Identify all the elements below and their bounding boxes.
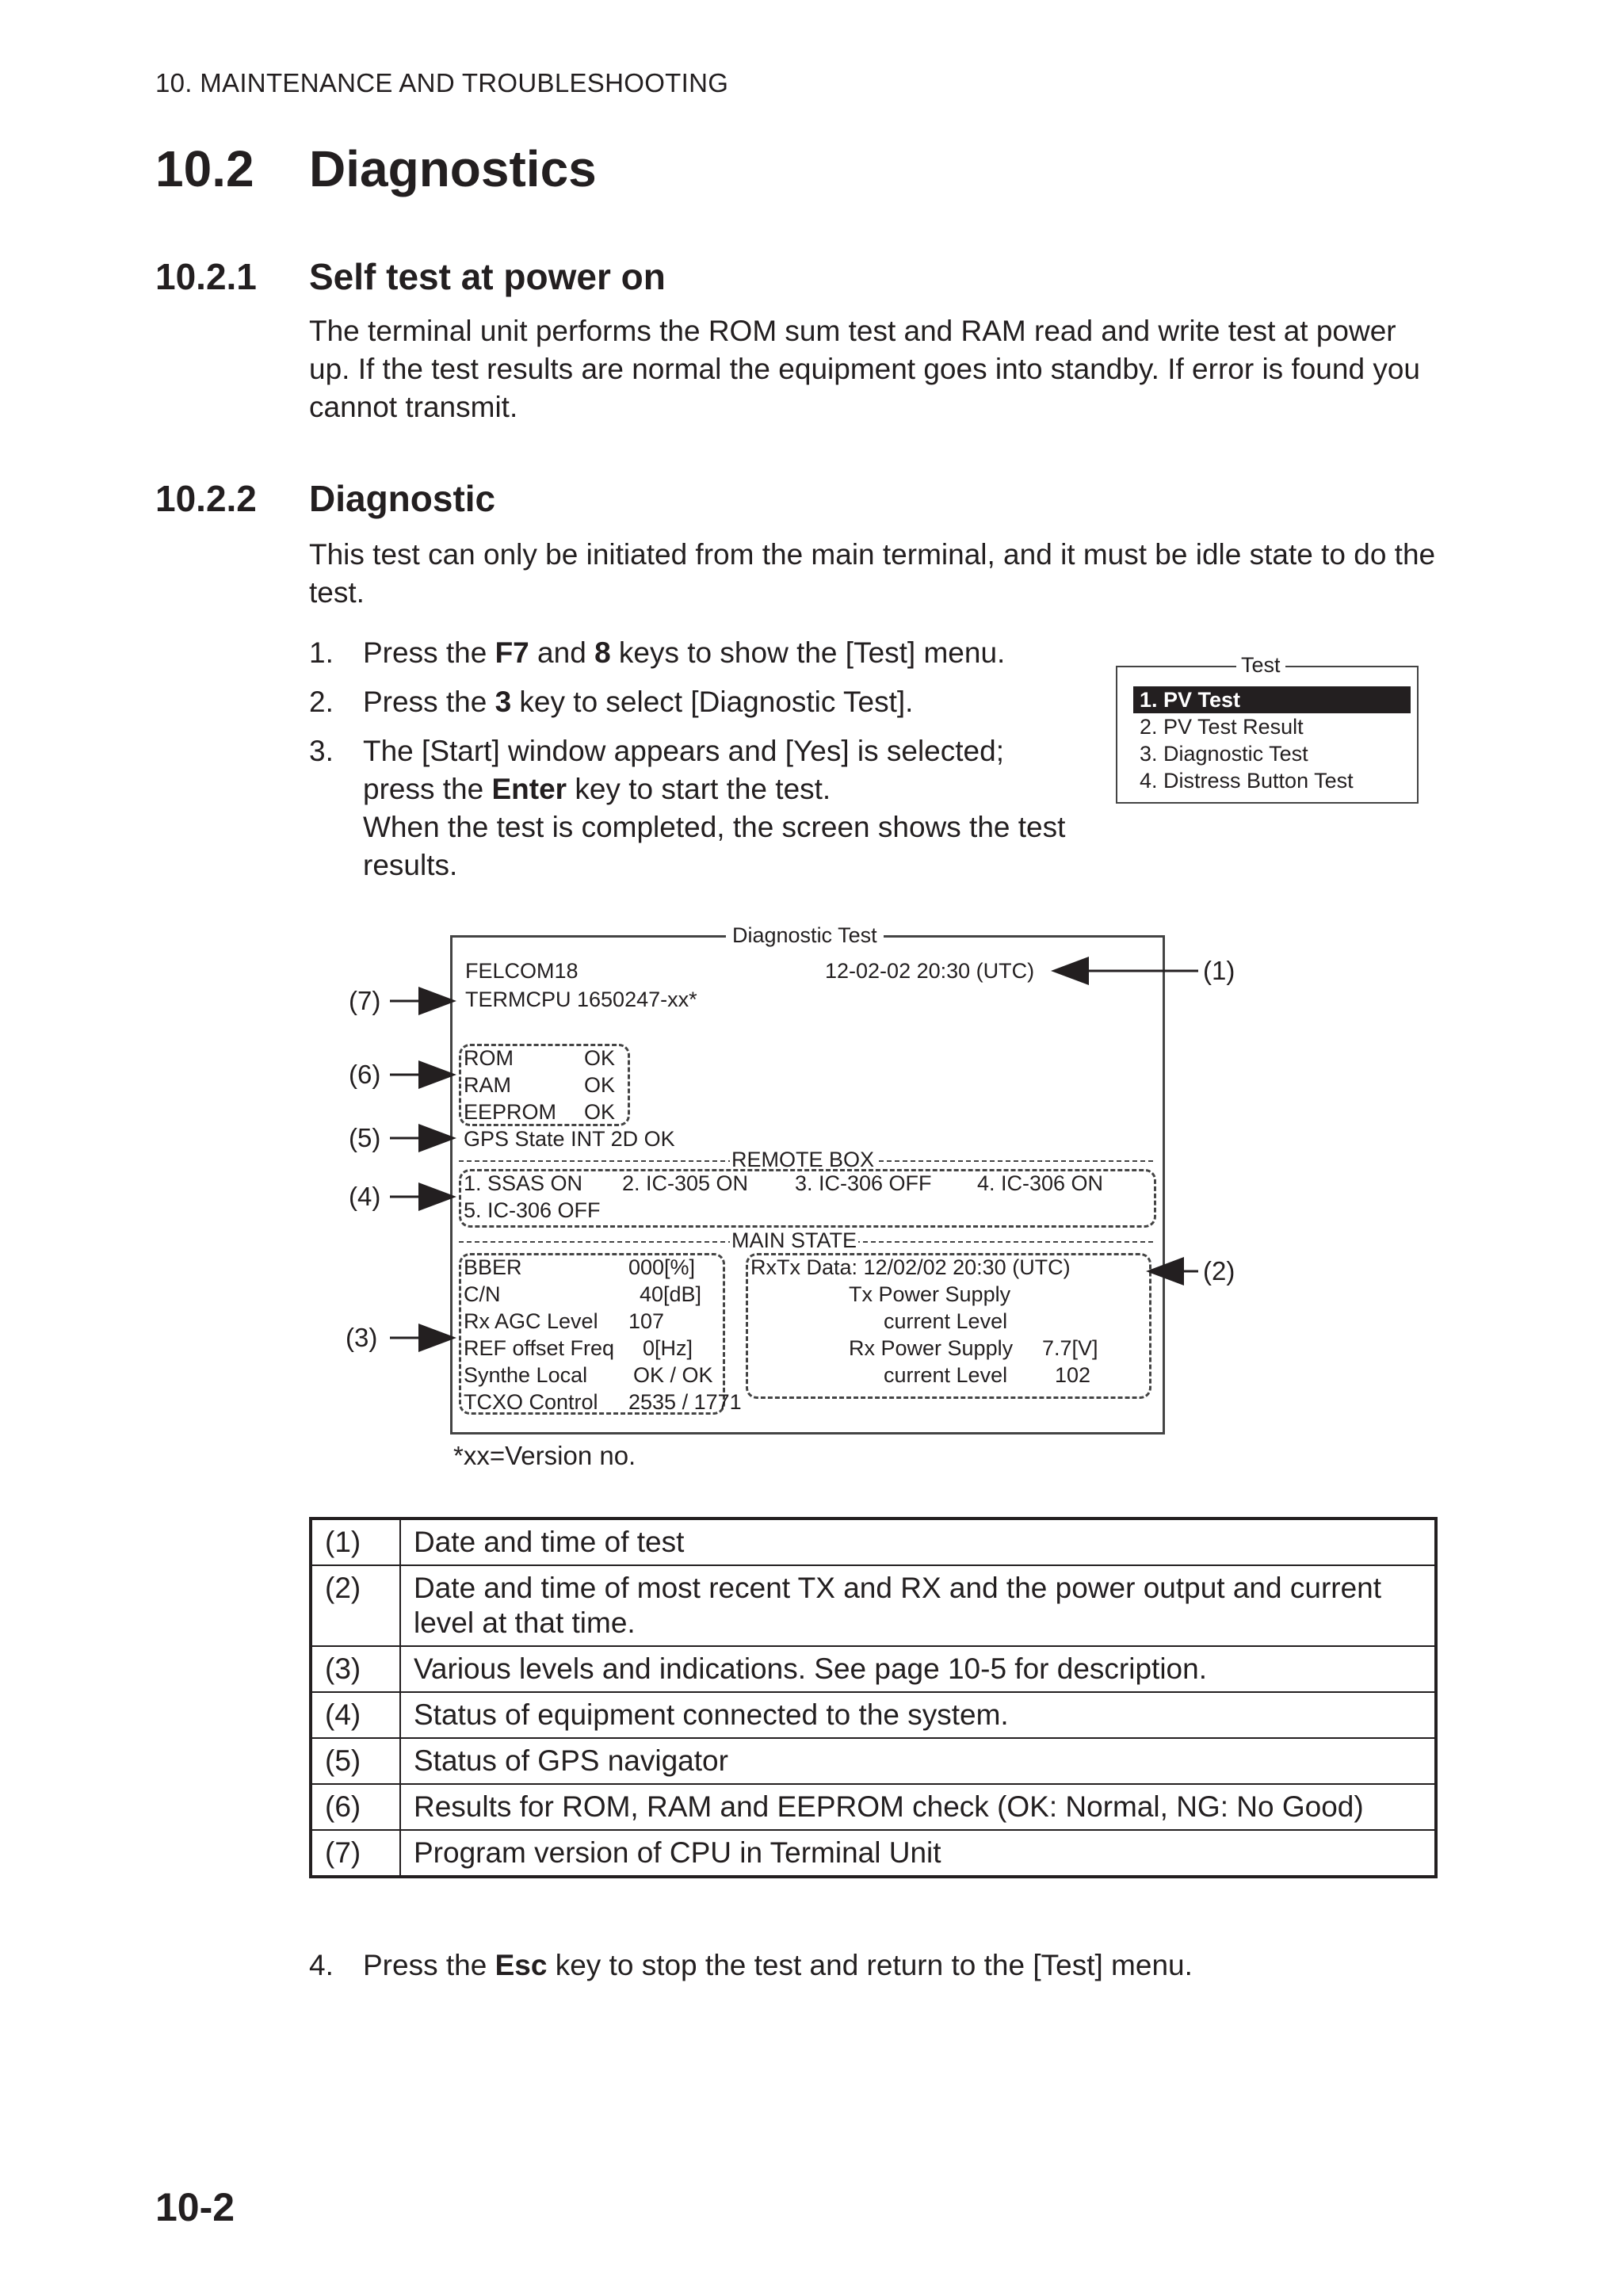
key-enter: Enter [491, 773, 567, 805]
cn-label: C/N [464, 1282, 501, 1306]
test-menu-title: Test [1236, 653, 1285, 678]
rx-agc-value: 107 [628, 1309, 665, 1333]
menu-item-distress-button-test[interactable]: 4. Distress Button Test [1140, 769, 1354, 793]
remote-item-4: 4. IC-306 ON [977, 1171, 1104, 1195]
menu-item-pv-test-result[interactable]: 2. PV Test Result [1140, 715, 1304, 739]
tcxo-value: 2535 / 1771 [628, 1390, 742, 1414]
tx-current-level: current Level [884, 1309, 1008, 1333]
section-title: Diagnostics [309, 140, 597, 197]
remote-box-label: REMOTE BOX [731, 1148, 875, 1171]
rx-agc-label: Rx AGC Level [464, 1309, 598, 1333]
callout-5: (5) [349, 1123, 381, 1152]
table-row: (3) Various levels and indications. See page 10-5 for description. [311, 1646, 1436, 1692]
callout-3: (3) [346, 1323, 378, 1352]
callout-6: (6) [349, 1060, 381, 1089]
remote-item-2: 2. IC-305 ON [622, 1171, 749, 1195]
synthe-local-label: Synthe Local [464, 1363, 588, 1387]
ref-offset-label: REF offset Freq [464, 1336, 615, 1360]
ram-label: RAM [464, 1073, 511, 1097]
menu-item-diagnostic-test[interactable]: 3. Diagnostic Test [1140, 742, 1308, 766]
test-datetime: 12-02-02 20:30 (UTC) [825, 959, 1035, 983]
ram-value: OK [584, 1073, 616, 1097]
remote-item-3: 3. IC-306 OFF [795, 1171, 932, 1195]
table-row: (5) Status of GPS navigator [311, 1738, 1436, 1784]
diagnostic-paragraph: This test can only be initiated from the main terminal, and it must be idle state to do the test. [309, 538, 1436, 609]
menu-item-pv-test[interactable]: 1. PV Test [1133, 686, 1411, 713]
termcpu-version: TERMCPU 1650247-xx* [465, 988, 697, 1011]
page-number: 10-2 [155, 2185, 235, 2229]
remote-item-1: 1. SSAS ON [464, 1171, 583, 1195]
callout-4: (4) [349, 1182, 381, 1211]
main-state-label: MAIN STATE [731, 1228, 857, 1252]
bber-value: 000[%] [628, 1255, 696, 1279]
model-name: FELCOM18 [465, 959, 579, 983]
rx-power-value: 7.7[V] [1042, 1336, 1098, 1360]
self-test-paragraph: The terminal unit performs the ROM sum test and RAM read and write test at power up. If the test results are normal the equipment goes into standby. If error is found you cannot transmit. [309, 315, 1420, 423]
subsection-number: 10.2.2 [155, 478, 257, 519]
running-header: 10. MAINTENANCE AND TROUBLESHOOTING [155, 68, 729, 97]
rom-value: OK [584, 1046, 616, 1070]
subsection-title: Self test at power on [309, 256, 666, 297]
tx-power-supply: Tx Power Supply [849, 1282, 1011, 1306]
key-f7: F7 [495, 636, 529, 669]
table-row: (4) Status of equipment connected to the system. [311, 1692, 1436, 1738]
tcxo-label: TCXO Control [464, 1390, 598, 1414]
gps-state: GPS State INT 2D OK [464, 1127, 675, 1151]
callout-legend-table [309, 1517, 1438, 1878]
callout-7: (7) [349, 986, 381, 1015]
callout-2: (2) [1203, 1256, 1235, 1286]
key-8: 8 [594, 636, 611, 669]
rx-current-level: current Level [884, 1363, 1008, 1387]
screen-title: Diagnostic Test [726, 923, 884, 948]
cn-value: 40[dB] [640, 1282, 702, 1306]
subsection-number: 10.2.1 [155, 256, 257, 297]
version-footnote: *xx=Version no. [453, 1441, 636, 1470]
rx-current-value: 102 [1055, 1363, 1091, 1387]
remote-item-5: 5. IC-306 OFF [464, 1198, 601, 1222]
key-3: 3 [495, 686, 512, 718]
section-number: 10.2 [155, 140, 254, 197]
ref-offset-value: 0[Hz] [643, 1336, 693, 1360]
eeprom-label: EEPROM [464, 1100, 557, 1124]
subsection-title: Diagnostic [309, 478, 496, 519]
rxtx-data: RxTx Data: 12/02/02 20:30 (UTC) [750, 1255, 1071, 1279]
synthe-local-value: OK / OK [633, 1363, 713, 1387]
table-row: (6) Results for ROM, RAM and EEPROM check (OK: Normal, NG: No Good) [311, 1784, 1436, 1830]
callout-1: (1) [1203, 956, 1235, 985]
table-row: (1) Date and time of test [311, 1519, 1436, 1565]
table-row: (7) Program version of CPU in Terminal Unit [311, 1830, 1436, 1877]
eeprom-value: OK [584, 1100, 616, 1124]
table-row: (2) Date and time of most recent TX and RX and the power output and current level at that time. [311, 1565, 1436, 1646]
rx-power-supply: Rx Power Supply [849, 1336, 1014, 1360]
bber-label: BBER [464, 1255, 522, 1279]
key-esc: Esc [495, 1949, 548, 1981]
rom-label: ROM [464, 1046, 514, 1070]
